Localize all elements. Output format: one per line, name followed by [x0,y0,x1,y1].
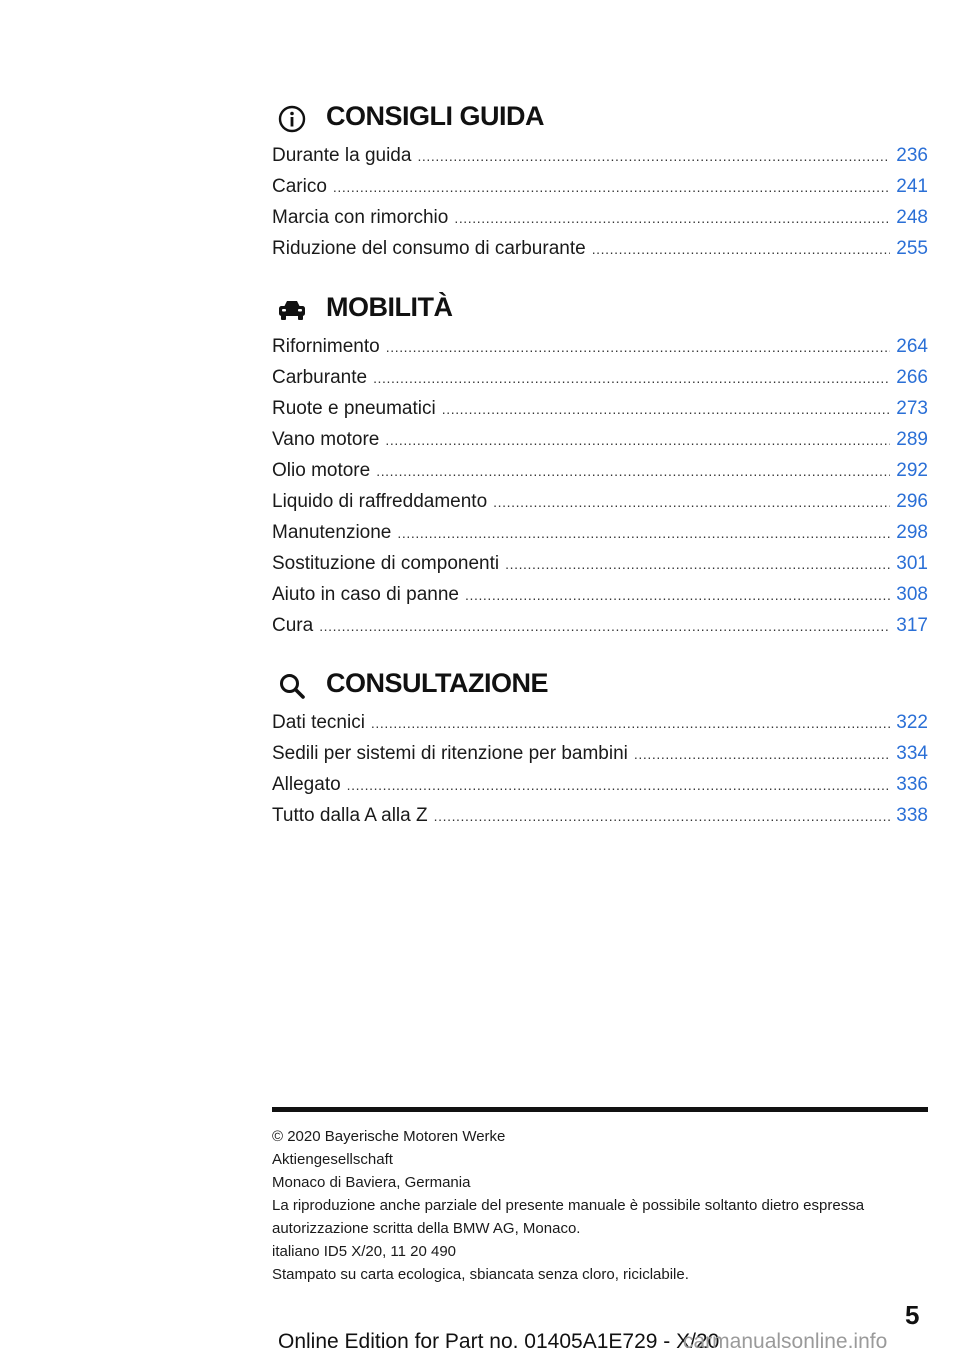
section-heading [272,666,928,706]
toc-page-link[interactable]: 292 [896,460,928,481]
watermark: carmanualsonline.info [683,1330,888,1353]
toc-entry[interactable] [272,171,928,202]
search-icon [276,670,308,702]
toc-page-link[interactable]: 296 [896,491,928,512]
toc-entry-label: Durante la guida [272,145,412,166]
info-icon [276,103,308,135]
toc-page-link[interactable]: 336 [896,774,928,795]
dot-leader [319,611,890,642]
toc-entry[interactable] [272,707,928,738]
toc-entry[interactable] [272,202,928,233]
imprint-divider [272,1107,928,1112]
toc-page-link[interactable]: 301 [896,553,928,574]
toc-entry-label: Sostituzione di componenti [272,553,500,574]
imprint-line: italiano ID5 X/20, 11 20 490 [272,1243,457,1260]
section-title: MOBILITÀ [326,292,453,322]
toc-entry-label: Aiuto in caso di panne [272,584,459,605]
toc-entry[interactable] [272,579,928,610]
toc-page-link[interactable]: 266 [896,367,928,388]
toc-entry[interactable] [272,455,928,486]
section-heading [272,99,928,139]
toc-entry-label: Olio motore [272,460,371,481]
toc-page-link[interactable]: 308 [896,584,928,605]
toc-entry[interactable] [272,424,928,455]
toc-entry-label: Dati tecnici [272,712,365,733]
toc-entry[interactable] [272,486,928,517]
dot-leader [465,580,890,611]
dot-leader [493,487,890,518]
toc-page-link[interactable]: 317 [896,615,928,636]
dot-leader [442,394,891,425]
dot-leader [386,332,891,363]
toc-entry[interactable] [272,548,928,579]
toc-page-link[interactable]: 338 [896,805,928,826]
imprint-line: Aktiengesellschaft [272,1151,393,1168]
toc-entry-label: Carico [272,176,327,197]
imprint-line: © 2020 Bayerische Motoren Werke [272,1128,506,1145]
imprint-line: Stampato su carta ecologica, sbiancata senza cloro, riciclabile. [272,1266,689,1283]
toc-entry-label: Allegato [272,774,341,795]
toc-entry-label: Tutto dalla A alla Z [272,805,428,826]
toc-page-link[interactable]: 322 [896,712,928,733]
dot-leader [371,708,890,739]
toc-entry[interactable] [272,140,928,171]
toc-entry-label: Riduzione del consumo di carburante [272,238,586,259]
section-title: CONSIGLI GUIDA [326,101,545,131]
car-icon [276,294,308,326]
section-consultazione [272,666,928,831]
toc-entry-label: Carburante [272,367,368,388]
footer-edition-text: Online Edition for Part no. 01405A1E729 - X/20 [278,1330,720,1353]
toc-page-link[interactable]: 289 [896,429,928,450]
toc-entry-label: Rifornimento [272,336,380,357]
toc-entry[interactable] [272,800,928,831]
toc-page-link[interactable]: 236 [896,145,928,166]
section-title: CONSULTAZIONE [326,668,548,698]
dot-leader [417,141,890,172]
toc-page-link[interactable]: 298 [896,522,928,543]
toc-entry-label: Ruote e pneumatici [272,398,436,419]
toc-entry[interactable] [272,769,928,800]
dot-leader [454,203,890,234]
toc-page-link[interactable]: 334 [896,743,928,764]
toc-entry-label: Cura [272,615,314,636]
dot-leader [634,739,890,770]
toc-page-link[interactable]: 273 [896,398,928,419]
dot-leader [505,549,890,580]
toc-entry[interactable] [272,610,928,641]
dot-leader [434,801,891,832]
imprint-line: La riproduzione anche parziale del presente manuale è possibile soltanto dietro espressa [272,1197,865,1214]
toc-entry[interactable] [272,517,928,548]
dot-leader [376,456,890,487]
dot-leader [373,363,890,394]
toc-entry[interactable] [272,393,928,424]
toc-entry-label: Liquido di raffreddamento [272,491,488,512]
dot-leader [397,518,890,549]
toc-entry[interactable] [272,331,928,362]
toc-entry[interactable] [272,362,928,393]
dot-leader [592,234,891,265]
dot-leader [333,172,890,203]
toc-entry[interactable] [272,233,928,264]
toc-entry-label: Manutenzione [272,522,392,543]
toc-page-link[interactable]: 248 [896,207,928,228]
toc-entry-label: Marcia con rimorchio [272,207,449,228]
section-heading [272,290,928,330]
page-number: 5 [905,1300,920,1330]
toc-page-link[interactable]: 255 [896,238,928,259]
toc-entry-label: Vano motore [272,429,380,450]
imprint [272,1125,928,1286]
imprint-line: autorizzazione scritta della BMW AG, Monaco. [272,1220,581,1237]
dot-leader [347,770,891,801]
toc-entry[interactable] [272,738,928,769]
toc-page-link[interactable]: 264 [896,336,928,357]
toc-entry-label: Sedili per sistemi di ritenzione per bambini [272,743,628,764]
dot-leader [385,425,890,456]
imprint-line: Monaco di Baviera, Germania [272,1174,471,1191]
toc-page-link[interactable]: 241 [896,176,928,197]
section-consigli-guida [272,99,928,264]
section-mobilita [272,290,928,641]
